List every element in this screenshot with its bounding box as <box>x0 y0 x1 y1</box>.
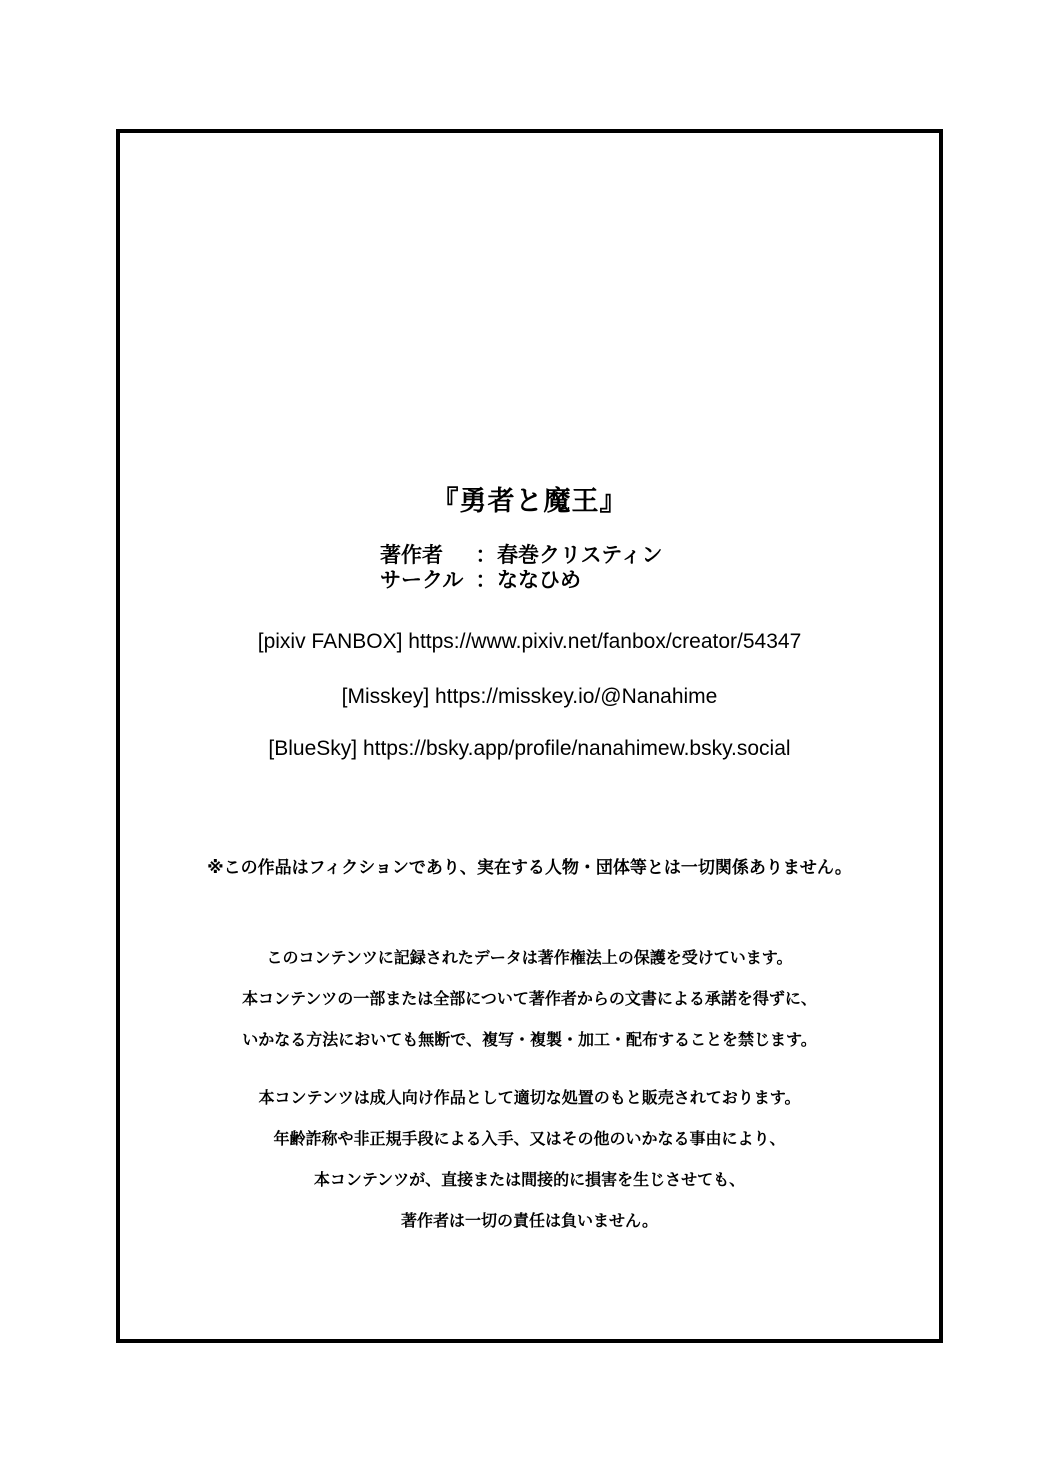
disclaimer-line: 本コンテンツが、直接または間接的に損害を生じさせても、 <box>313 1170 746 1189</box>
credit-separator: ： <box>475 543 497 567</box>
credit-separator: ： <box>475 568 497 592</box>
work-title: 『勇者と魔王』 <box>431 486 628 517</box>
credit-value-circle: ななひめ <box>497 568 581 592</box>
credit-row-author <box>380 543 662 568</box>
link-misskey: [Misskey] https://misskey.io/@Nanahime <box>341 685 718 708</box>
link-bluesky: [BlueSky] https://bsky.app/profile/nanahimew.bsky.social <box>268 737 791 760</box>
credit-row-circle <box>380 568 662 593</box>
copyright-line: このコンテンツに記録されたデータは著作権法上の保護を受けています。 <box>266 948 793 967</box>
copyright-line: 本コンテンツの一部または全部について著作者からの文書による承諾を得ずに、 <box>242 989 817 1008</box>
link-pixiv-fanbox: [pixiv FANBOX] https://www.pixiv.net/fanbox/creator/54347 <box>257 630 802 653</box>
disclaimer-line: 本コンテンツは成人向け作品として適切な処置のもと販売されております。 <box>258 1088 801 1107</box>
disclaimer-line: 年齢詐称や非正規手段による入手、又はその他のいかなる事由により、 <box>273 1129 786 1148</box>
copyright-line: いかなる方法においても無断で、複写・複製・加工・配布することを禁じます。 <box>242 1030 817 1049</box>
disclaimer-line: 著作者は一切の責任は負いません。 <box>401 1211 658 1230</box>
credit-value-author: 春巻クリスティン <box>497 543 663 567</box>
disclaimer-paragraph <box>120 1077 939 1241</box>
fiction-notice: ※この作品はフィクションであり、実在する人物・団体等とは一切関係ありません。 <box>207 858 852 878</box>
credit-label-author: 著作者 <box>380 543 443 567</box>
copyright-paragraph <box>120 937 939 1060</box>
credits-block <box>380 543 662 593</box>
page-border-frame <box>116 129 943 1343</box>
credit-label-circle: サークル <box>380 568 464 592</box>
